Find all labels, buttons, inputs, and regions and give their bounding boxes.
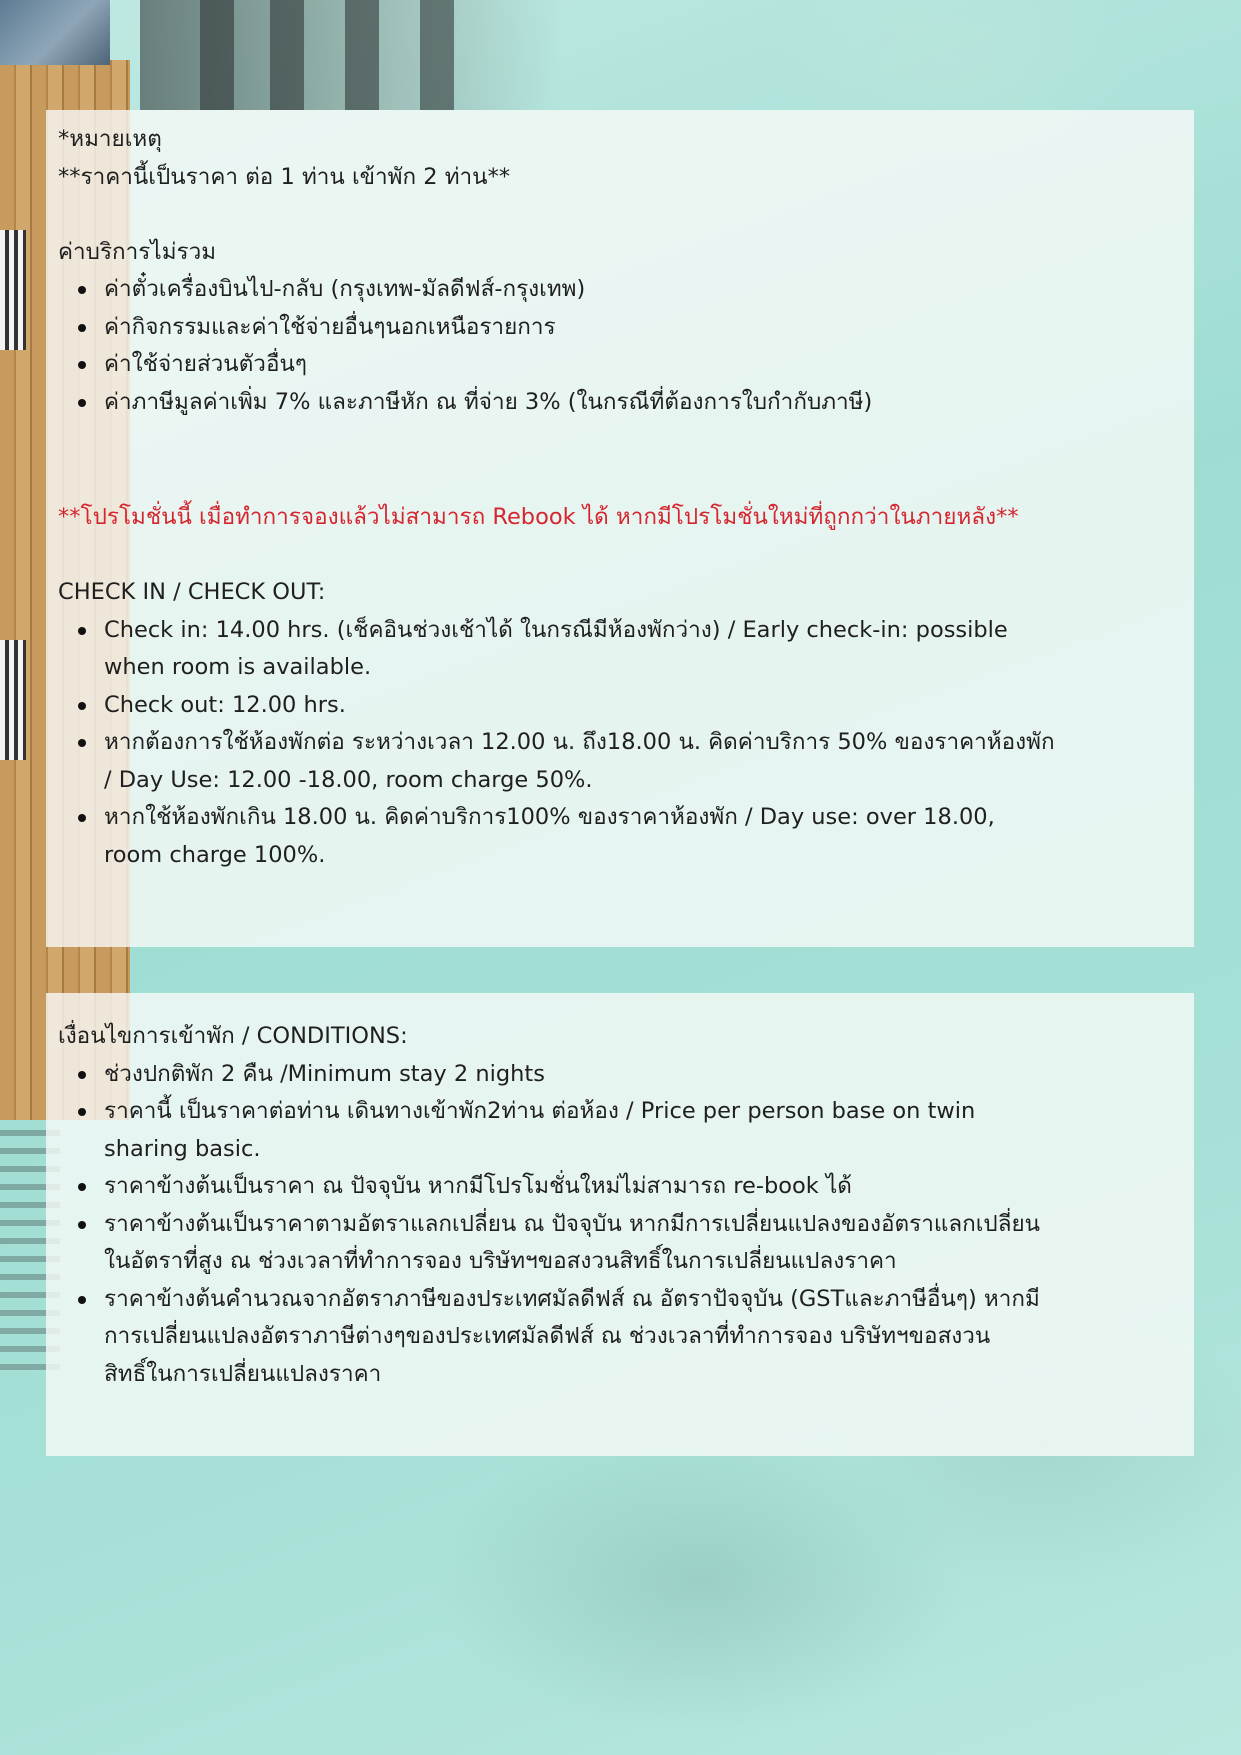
- excluded-list: [58, 271, 1201, 421]
- list-item: ค่าใช้จ่ายส่วนตัวอื่นๆ: [104, 346, 1201, 384]
- notes-section: [58, 121, 1201, 421]
- roof-beam: [270, 0, 304, 110]
- list-item: Check out: 12.00 hrs.: [104, 687, 1201, 725]
- sun-lounger: [0, 640, 26, 760]
- price-note: **ราคานี้เป็นราคา ต่อ 1 ท่าน เข้าพัก 2 ท่าน**: [58, 163, 511, 190]
- list-item: ค่าภาษีมูลค่าเพิ่ม 7% และภาษีหัก ณ ที่จ่าย 3% (ในกรณีที่ต้องการใบกำกับภาษี): [104, 384, 1201, 422]
- promo-section: [58, 499, 1201, 874]
- list-item: ค่ากิจกรรมและค่าใช้จ่ายอื่นๆนอกเหนือรายการ: [104, 309, 1201, 347]
- list-item: ช่วงปกติพัก 2 คืน /Minimum stay 2 nights: [104, 1056, 1201, 1094]
- sun-lounger: [0, 230, 26, 350]
- list-item: หากต้องการใช้ห้องพักต่อ ระหว่างเวลา 12.00 น. ถึง18.00 น. คิดค่าบริการ 50% ของราคาห้องพัก / Day Use: 12.00 -18.00, room charge 50%.: [104, 724, 1201, 799]
- notes-heading: *หมายเหตุ: [58, 126, 162, 152]
- list-item: ราคาข้างต้นเป็นราคา ณ ปัจจุบัน หากมีโปรโมชั่นใหม่ไม่สามารถ re-book ได้: [104, 1168, 1201, 1206]
- roof-beam: [420, 0, 454, 110]
- conditions-heading: เงื่อนไขการเข้าพัก / CONDITIONS:: [58, 1023, 408, 1049]
- excluded-heading: ค่าบริการไม่รวม: [58, 238, 217, 265]
- list-item: หากใช้ห้องพักเกิน 18.00 น. คิดค่าบริการ100% ของราคาห้องพัก / Day use: over 18.00, room charge 100%.: [104, 799, 1201, 874]
- roof-beam: [200, 0, 234, 110]
- list-item: ราคาข้างต้นคำนวณจากอัตราภาษีของประเทศมัลดีฟส์ ณ อัตราปัจจุบัน (GSTและภาษีอื่นๆ) หากมี การเปลี่ยนแปลงอัตราภาษีต่างๆของประเทศมัลดีฟส์ ณ ช่วงเวลาที่ทำการจอง บริษัทฯขอสงวน สิทธิ์ในการเปลี่ยนแปลงราคา: [104, 1281, 1201, 1394]
- villa-roof: [0, 0, 110, 65]
- list-item: ค่าตั๋วเครื่องบินไป-กลับ (กรุงเทพ-มัลดีฟส์-กรุงเทพ): [104, 271, 1201, 309]
- roof-beam: [345, 0, 379, 110]
- promo-warning: **โปรโมชั่นนี้ เมื่อทำการจองแล้วไม่สามารถ Rebook ได้ หากมีโปรโมชั่นใหม่ที่ถูกกว่าในภายหลัง**: [58, 504, 1019, 530]
- checkin-list: [58, 612, 1201, 875]
- list-item: ราคาข้างต้นเป็นราคาตามอัตราแลกเปลี่ยน ณ ปัจจุบัน หากมีการเปลี่ยนแปลงของอัตราแลกเปลี่ยน ในอัตราที่สูง ณ ช่วงเวลาที่ทำการจอง บริษัทฯขอสงวนสิทธิ์ในการเปลี่ยนแปลงราคา: [104, 1206, 1201, 1281]
- conditions-section: [58, 1018, 1201, 1393]
- list-item: ราคานี้ เป็นราคาต่อท่าน เดินทางเข้าพัก2ท่าน ต่อห้อง / Price per person base on twin sharing basic.: [104, 1093, 1201, 1168]
- list-item: Check in: 14.00 hrs. (เช็คอินช่วงเช้าได้ ในกรณีมีห้องพักว่าง) / Early check-in: possible when room is available.: [104, 612, 1201, 687]
- checkin-heading: CHECK IN / CHECK OUT:: [58, 579, 326, 605]
- conditions-list: [58, 1056, 1201, 1394]
